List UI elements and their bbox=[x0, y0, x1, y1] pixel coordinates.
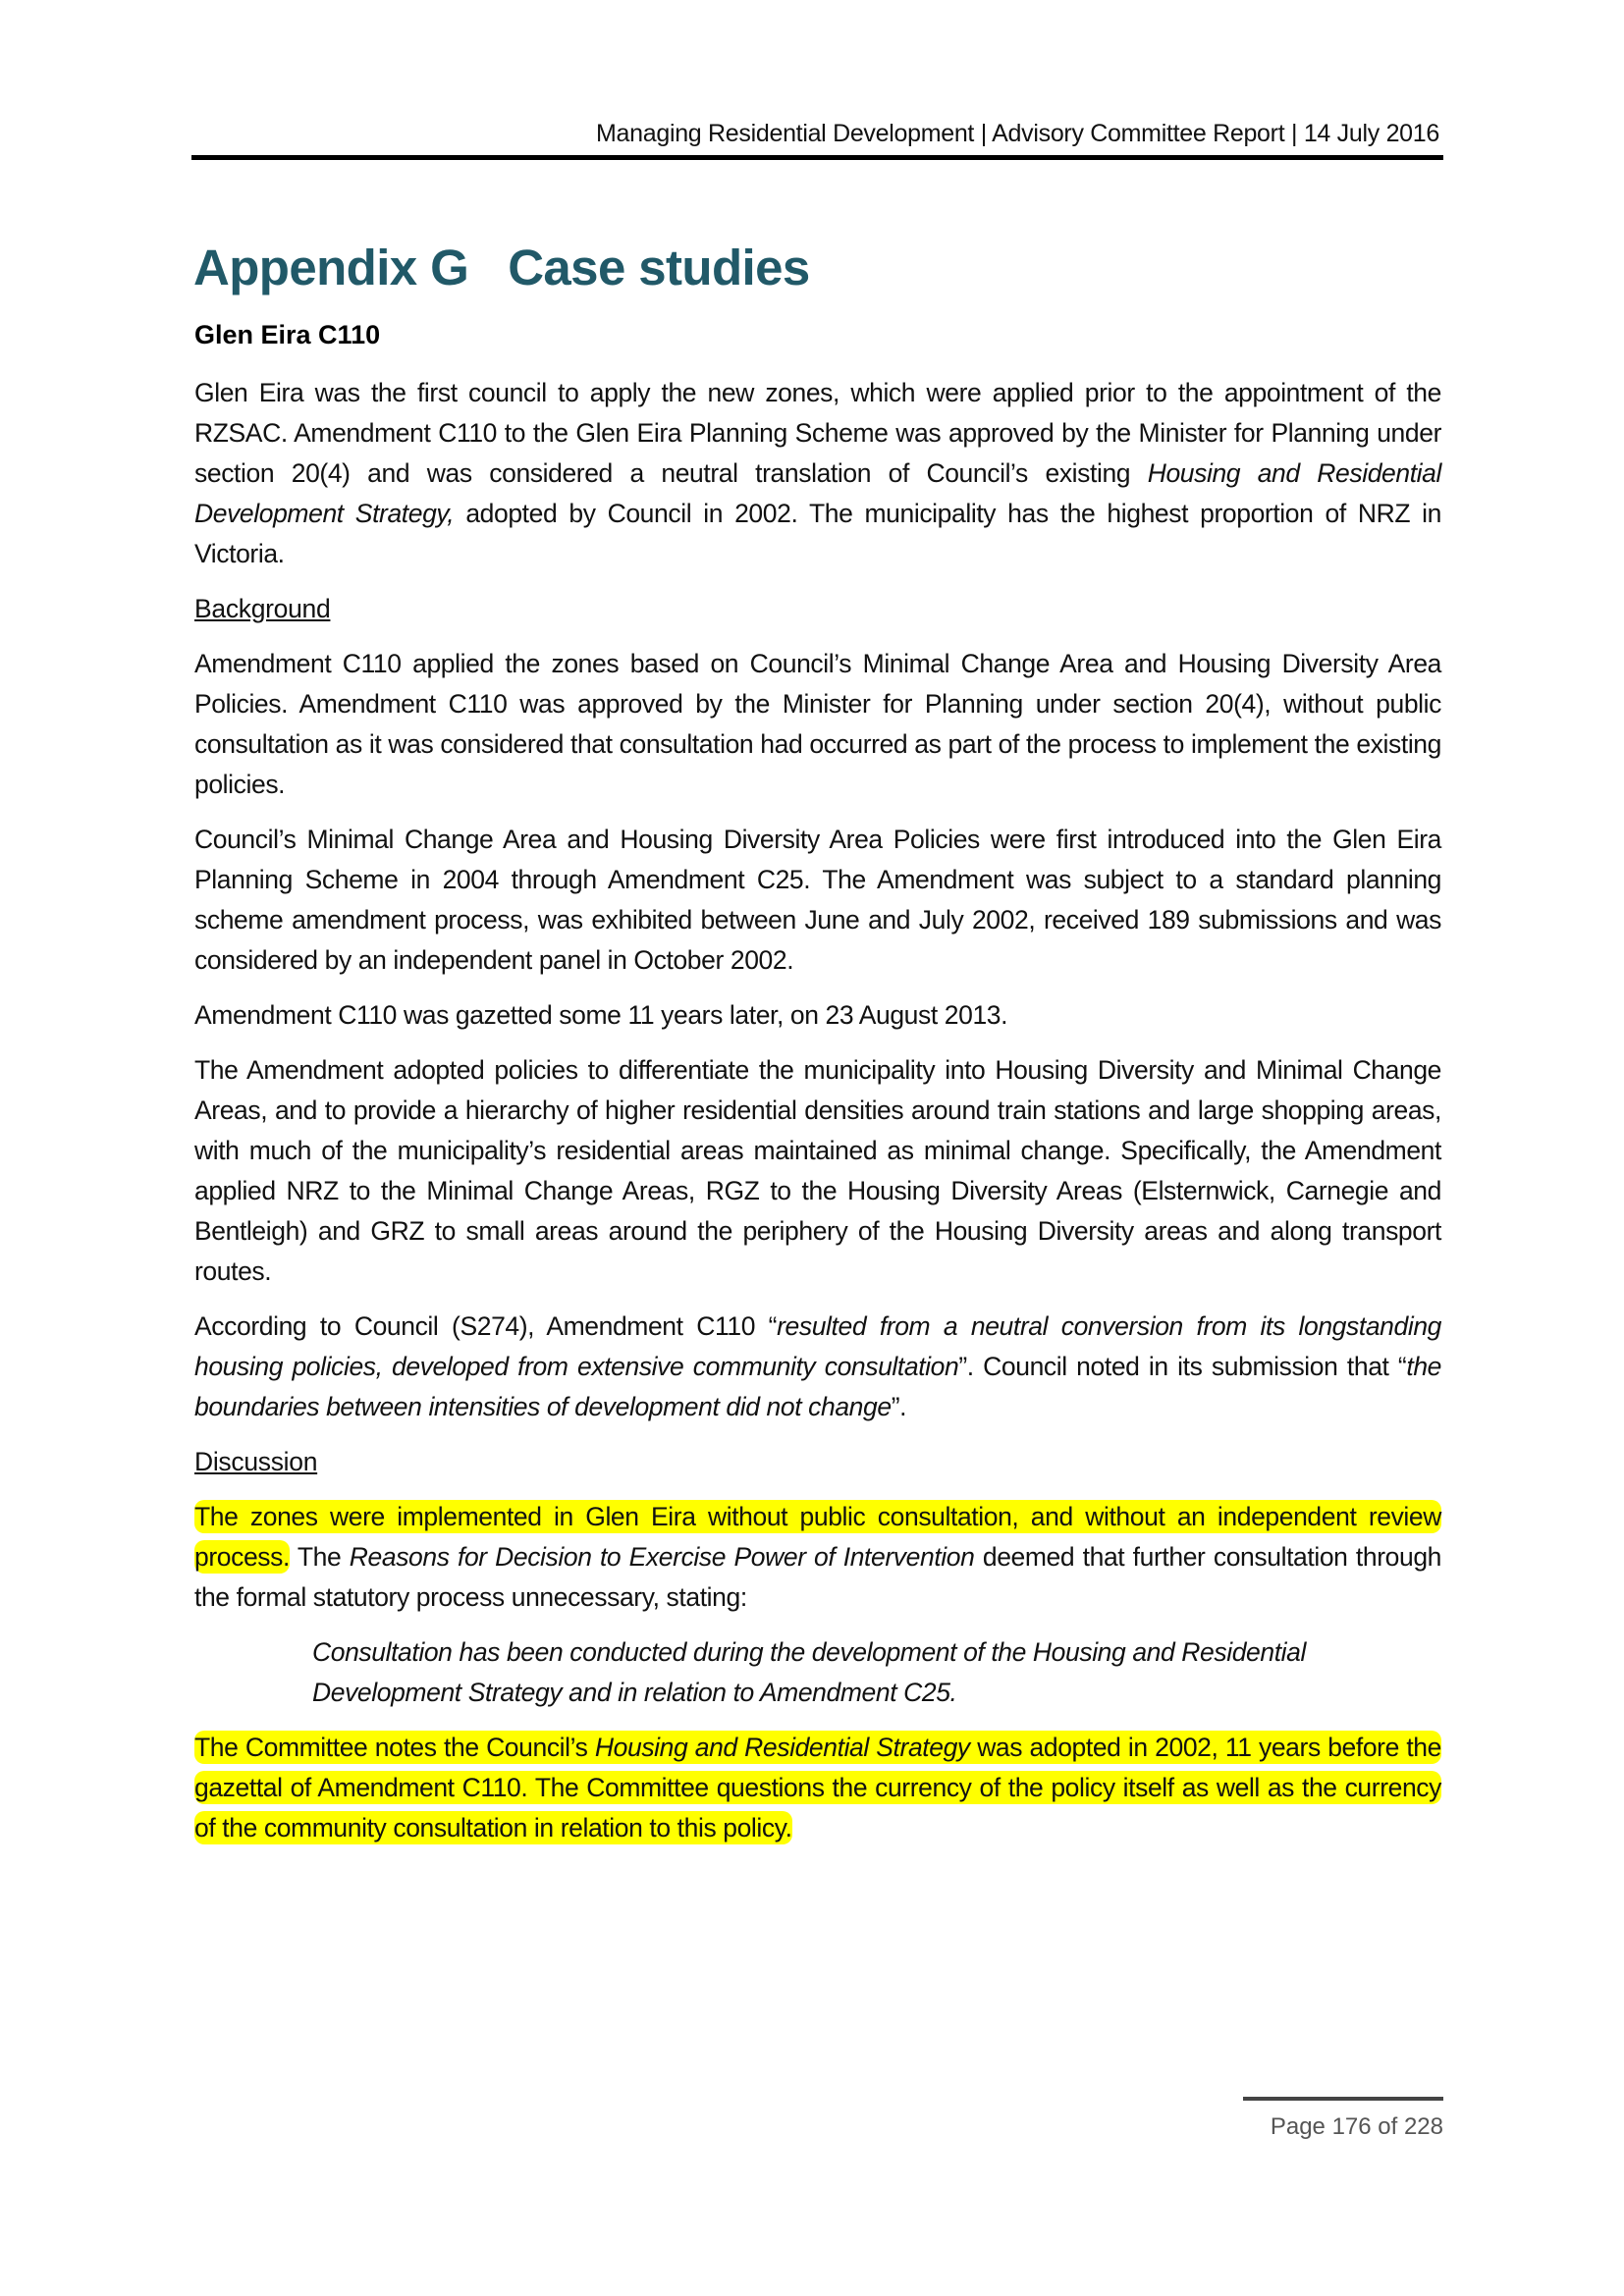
footer-rule bbox=[1243, 2097, 1443, 2101]
appendix-name: Case studies bbox=[508, 240, 810, 295]
intro-paragraph: Glen Eira was the first council to apply the new zones, which were applied prior to the appointment of the RZSAC. Amendment C110 to the Glen Eira Planning Scheme was approved by the Minister for Planning under section 20(4) and was considered a neutral translation of Council’s existing Housing and Residential Development Strategy, adopted by Council in 2002. The municipality has the highest proportion of NRZ in Victoria. bbox=[194, 378, 1441, 568]
running-header bbox=[191, 116, 1443, 155]
background-paragraph-5: According to Council (S274), Amendment C110 “resulted from a neutral conversion from its longstanding housing policies, developed from extensive community consultation”. Council noted in its submission that “the boundaries between intensities of development did not change”. bbox=[194, 1311, 1441, 1421]
document-body bbox=[194, 373, 1441, 1848]
page-title bbox=[193, 239, 810, 296]
background-paragraph-4: The Amendment adopted policies to differentiate the municipality into Housing Diversity and Minimal Change Areas, and to provide a hierarchy of higher residential densities around train stations and large shopping areas, with much of the municipality’s residential areas maintained as minimal change. Specifically, the Amendment applied NRZ to the Minimal Change Areas, RGZ to the Housing Diversity Areas (Elsternwick, Carnegie and Bentleigh) and GRZ to small areas around the periphery of the Housing Diversity areas and along transport routes. bbox=[194, 1055, 1441, 1286]
background-paragraph-1: Amendment C110 applied the zones based on Council’s Minimal Change Area and Housing Diversity Area Policies. Amendment C110 was approved by the Minister for Planning under section 20(4), without public consultation as it was considered that consultation had occurred as part of the process to implement the existing policies. bbox=[194, 649, 1441, 799]
discussion-paragraph-2 bbox=[194, 1728, 1441, 1848]
discussion-paragraph-1: The zones were implemented in Glen Eira without public consultation, and without an independent review process. The Reasons for Decision to Exercise Power of Intervention deemed that further consultation through the formal statutory process unnecessary, stating: bbox=[194, 1502, 1441, 1612]
highlighted-text: The zones were implemented in Glen Eira without public consultation, and without an independent review process. bbox=[194, 1502, 1441, 1572]
header-rule bbox=[191, 155, 1443, 160]
running-header-text: Managing Residential Development | Advisory Committee Report | 14 July 2016 bbox=[596, 120, 1439, 147]
background-paragraph-2: Council’s Minimal Change Area and Housing Diversity Area Policies were first introduced into the Glen Eira Planning Scheme in 2004 through Amendment C25. The Amendment was subject to a standard planning scheme amendment process, was exhibited between June and July 2002, received 189 submissions and was considered by an independent panel in October 2002. bbox=[194, 825, 1441, 975]
highlighted-text: The Committee notes the Council’s Housing and Residential Strategy was adopted in 2002, 11 years before the gazettal of Amendment C110. The Committee questions the currency of the policy itself as well as the currency of the community consultation in relation to this policy. bbox=[194, 1733, 1441, 1842]
block-quote: Consultation has been conducted during the development of the Housing and Residential Development Strategy and in relation to Amendment C25. bbox=[312, 1637, 1306, 1707]
background-heading: Background bbox=[194, 594, 331, 623]
appendix-label: Appendix G bbox=[193, 240, 469, 295]
page-number: Page 176 of 228 bbox=[1270, 2113, 1443, 2140]
discussion-heading: Discussion bbox=[194, 1447, 318, 1476]
case-study-heading: Glen Eira C110 bbox=[194, 320, 381, 349]
background-paragraph-3: Amendment C110 was gazetted some 11 years later, on 23 August 2013. bbox=[194, 1000, 1008, 1030]
